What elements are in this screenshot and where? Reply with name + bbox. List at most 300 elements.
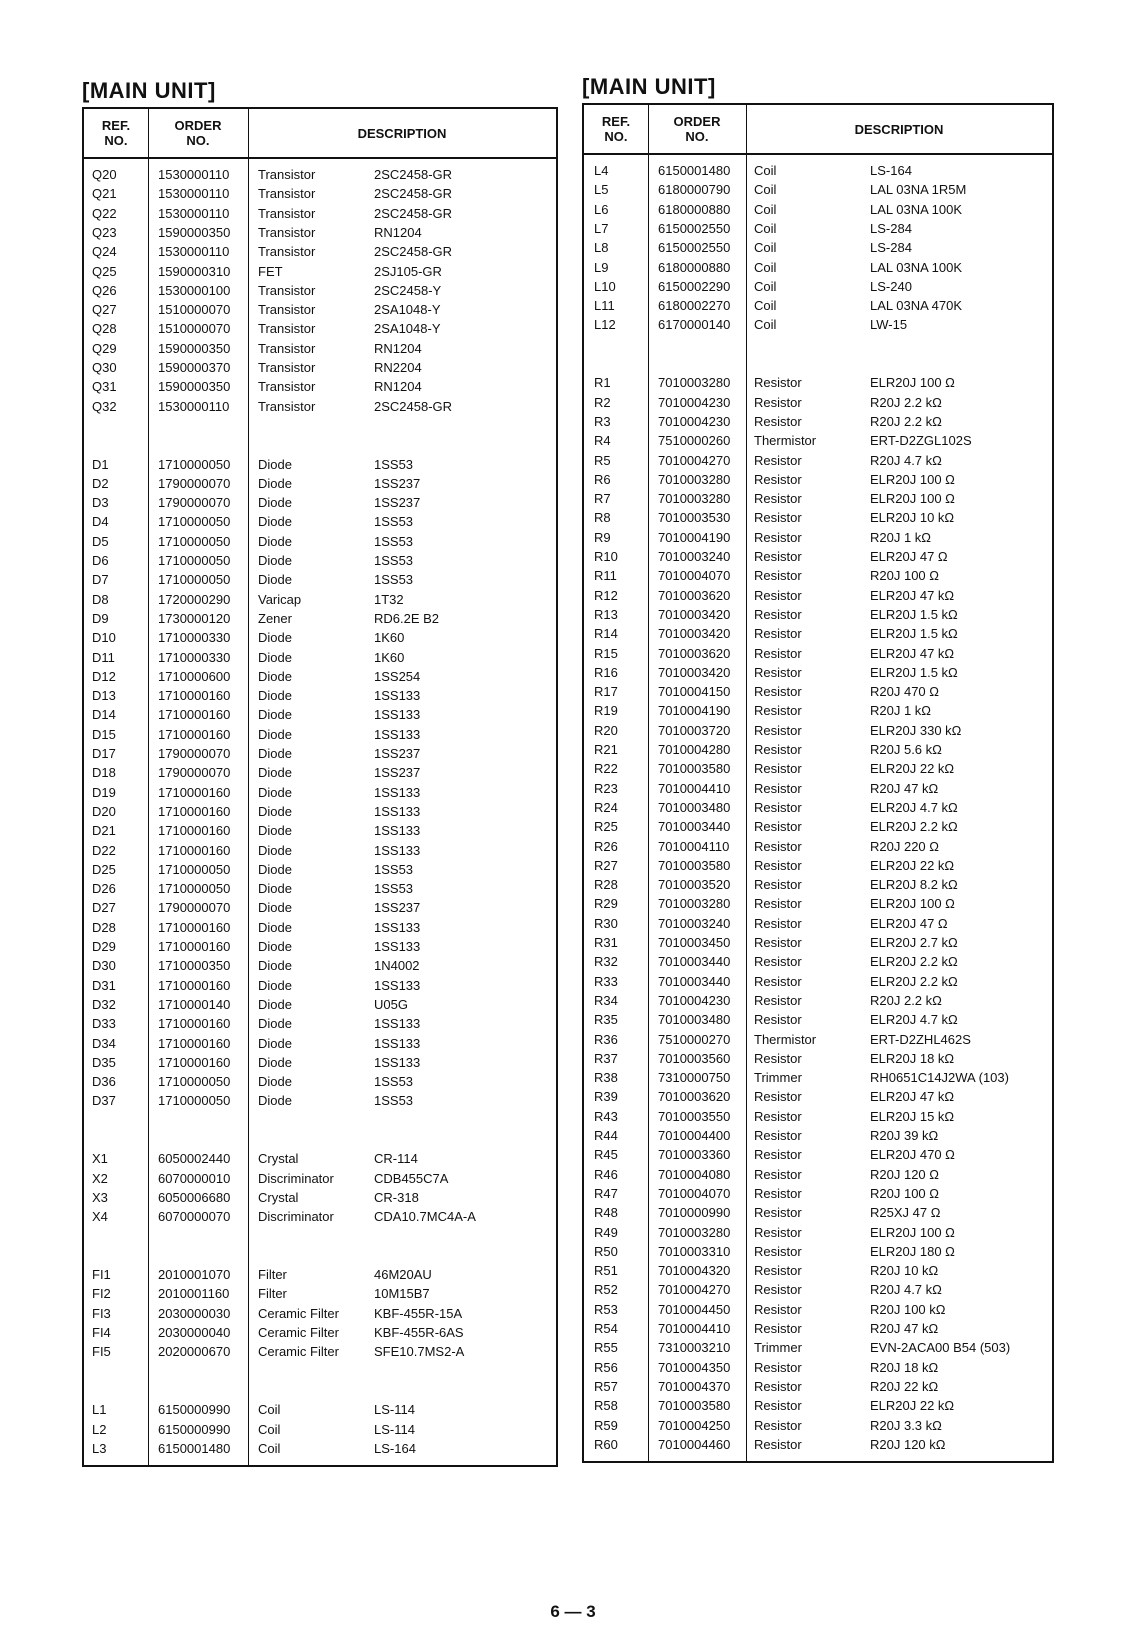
part-number-cell: CR-318 <box>374 1189 419 1205</box>
part-type-cell: Diode <box>258 784 292 800</box>
part-type-cell: Diode <box>258 514 292 530</box>
part-type-cell: Resistor <box>754 742 802 757</box>
part-type-cell: Coil <box>754 163 777 178</box>
part-type-cell: Coil <box>258 1440 281 1456</box>
table-row <box>584 605 1052 625</box>
order-no-cell: 7010003280 <box>658 1224 731 1240</box>
ref-no-cell: R43 <box>594 1108 618 1124</box>
part-number-cell: 1SS133 <box>374 1035 421 1051</box>
part-type-cell: Resistor <box>754 703 802 719</box>
table-row <box>84 377 556 397</box>
table-row <box>584 740 1052 760</box>
part-number-cell: ELR20J 47 kΩ <box>870 1089 955 1105</box>
part-type-cell: Resistor <box>754 1089 802 1105</box>
ref-no-cell: R10 <box>594 549 618 564</box>
part-type-cell: Diode <box>258 572 292 588</box>
ref-no-cell: R30 <box>594 915 618 931</box>
order-no-cell: 7010003580 <box>658 857 731 873</box>
part-type-cell: Resistor <box>754 568 802 584</box>
order-no-cell: 2020000670 <box>158 1344 231 1360</box>
order-no-cell: 7010004070 <box>658 1185 731 1201</box>
table-row <box>84 1304 556 1324</box>
table-row <box>584 238 1052 258</box>
table-row <box>84 223 556 243</box>
part-number-cell: R20J 220 Ω <box>870 838 939 854</box>
part-number-cell: R20J 100 kΩ <box>870 1301 946 1317</box>
part-type-cell: Coil <box>754 182 777 198</box>
ref-no-cell: R52 <box>594 1282 618 1298</box>
part-type-cell: Transistor <box>258 167 316 182</box>
part-type-cell: Diode <box>258 823 292 839</box>
part-type-cell: Resistor <box>754 896 802 912</box>
part-number-cell: R25XJ 47 Ω <box>870 1205 941 1221</box>
order-no-cell: 1530000110 <box>158 398 230 414</box>
part-number-cell: 1SS133 <box>374 784 421 800</box>
order-no-cell: 7010004080 <box>658 1166 731 1182</box>
part-type-cell: Coil <box>754 278 777 294</box>
table-row <box>84 455 556 475</box>
order-no-cell: 1710000160 <box>158 726 231 742</box>
part-type-cell: Transistor <box>258 302 316 318</box>
table-row <box>84 397 556 417</box>
part-number-cell: ELR20J 22 kΩ <box>870 761 955 777</box>
order-no-cell: 1710000160 <box>158 784 231 800</box>
order-no-cell: 7010004230 <box>658 992 731 1008</box>
order-no-cell: 7010004250 <box>658 1417 731 1433</box>
ref-no-cell: Q28 <box>92 321 117 337</box>
part-number-cell: 1SS133 <box>374 688 421 704</box>
order-no-cell: 7010003580 <box>658 761 731 777</box>
ref-no-cell: R46 <box>594 1166 618 1182</box>
table-row <box>84 339 556 359</box>
ref-no-cell: Q20 <box>92 167 117 182</box>
ref-no-cell: R38 <box>594 1070 618 1086</box>
part-type-cell: Crystal <box>258 1151 299 1167</box>
order-no-cell: 7010003360 <box>658 1147 731 1163</box>
order-no-header: ORDER NO. <box>673 114 721 144</box>
ref-no-cell: D12 <box>92 668 116 684</box>
order-no-cell: 1710000160 <box>158 823 231 839</box>
order-no-cell: 7010003280 <box>658 471 731 487</box>
ref-no-cell: R45 <box>594 1147 618 1163</box>
part-number-cell: ELR20J 4.7 kΩ <box>870 799 958 815</box>
part-type-cell: Ceramic Filter <box>258 1305 339 1321</box>
ref-no-cell: FI3 <box>92 1305 111 1321</box>
part-number-cell: R20J 470 Ω <box>870 684 939 700</box>
part-number-cell: 1SS133 <box>374 707 421 723</box>
order-no-cell: 7010003240 <box>658 915 731 931</box>
part-number-cell: ELR20J 2.7 kΩ <box>870 935 958 950</box>
part-number-cell: 1SS133 <box>374 823 421 839</box>
order-no-cell: 7010004320 <box>658 1263 731 1279</box>
order-no-cell: 1710000160 <box>158 842 231 858</box>
part-number-cell: ELR20J 100 Ω <box>870 471 955 487</box>
ref-no-cell: FI4 <box>92 1325 111 1340</box>
part-number-cell: KBF-455R-6AS <box>374 1325 464 1340</box>
table-row <box>84 1265 556 1285</box>
table-row <box>84 725 556 745</box>
ref-no-cell: D22 <box>92 842 116 858</box>
ref-no-cell: Q24 <box>92 244 117 260</box>
part-number-cell: 1SS237 <box>374 475 421 491</box>
part-number-cell: LW-15 <box>870 317 908 333</box>
ref-no-cell: Q30 <box>92 360 117 375</box>
part-number-cell: SFE10.7MS2-A <box>374 1344 465 1360</box>
table-row <box>84 1420 556 1440</box>
ref-no-cell: FI1 <box>92 1267 111 1283</box>
part-type-cell: Diode <box>258 919 292 935</box>
ref-no-cell: R13 <box>594 606 618 622</box>
order-no-cell: 1530000100 <box>158 282 231 298</box>
table-row <box>584 431 1052 451</box>
part-type-cell: Filter <box>258 1267 287 1283</box>
part-type-cell: Resistor <box>754 1359 802 1375</box>
ref-no-cell: R49 <box>594 1224 618 1240</box>
part-number-cell: ELR20J 22 kΩ <box>870 1398 955 1414</box>
part-type-cell: Resistor <box>754 664 802 680</box>
part-number-cell: 2SC2458-GR <box>374 186 453 202</box>
table-row <box>584 566 1052 586</box>
part-type-cell: Diode <box>258 842 292 858</box>
table-row <box>84 821 556 841</box>
order-no-cell: 7010003480 <box>658 799 731 815</box>
part-type-cell: Resistor <box>754 606 802 622</box>
ref-no-cell: D25 <box>92 861 116 877</box>
order-no-cell: 1530000110 <box>158 244 230 260</box>
part-number-cell: 46M20AU <box>374 1267 432 1283</box>
table-row <box>584 373 1052 393</box>
part-type-cell: Resistor <box>754 529 802 545</box>
order-no-cell: 7010004280 <box>658 742 731 757</box>
part-number-cell: R20J 10 kΩ <box>870 1263 939 1279</box>
ref-no-cell: R2 <box>594 394 611 410</box>
order-no-cell: 1710000160 <box>158 919 231 935</box>
description-header: DESCRIPTION <box>854 121 944 137</box>
ref-no-cell: D2 <box>92 475 109 491</box>
part-number-cell: LS-240 <box>870 278 912 294</box>
order-no-cell: 1710000160 <box>158 1035 231 1051</box>
table-row <box>84 1053 556 1073</box>
order-no-cell: 7010004370 <box>658 1378 731 1394</box>
order-no-cell: 6180000880 <box>658 201 731 217</box>
part-type-cell: Resistor <box>754 857 802 873</box>
part-number-cell: ELR20J 470 Ω <box>870 1147 955 1163</box>
order-no-cell: 7310003210 <box>658 1340 731 1356</box>
ref-no-cell: R58 <box>594 1398 618 1414</box>
ref-no-cell: R19 <box>594 703 618 719</box>
ref-no-cell: R9 <box>594 529 611 545</box>
table-row <box>84 937 556 957</box>
part-number-cell: 1SS133 <box>374 939 421 954</box>
ref-no-cell: FI5 <box>92 1344 111 1360</box>
ref-no-cell: D11 <box>92 649 115 665</box>
part-type-cell: Resistor <box>754 1147 802 1163</box>
page-number: 6 — 3 <box>550 1602 596 1621</box>
ref-no-cell: L6 <box>594 201 609 217</box>
ref-no-cell: R12 <box>594 587 618 603</box>
table-row <box>84 609 556 629</box>
part-number-cell: 10M15B7 <box>374 1286 430 1302</box>
part-number-cell: 2SC2458-Y <box>374 282 442 298</box>
part-type-cell: Resistor <box>754 761 802 777</box>
table-row <box>84 1400 556 1420</box>
ref-no-cell: R37 <box>594 1050 618 1066</box>
part-number-cell: 1SS237 <box>374 900 421 916</box>
table-row <box>84 841 556 861</box>
part-type-cell: Transistor <box>258 360 316 375</box>
ref-no-cell: R28 <box>594 877 618 893</box>
part-type-cell: Discriminator <box>258 1209 334 1225</box>
table-row <box>84 262 556 282</box>
part-number-cell: 2SC2458-GR <box>374 205 453 221</box>
ref-no-cell: D30 <box>92 958 116 974</box>
ref-no-cell: FI2 <box>92 1286 111 1302</box>
part-type-cell: Resistor <box>754 799 802 815</box>
part-number-cell: 1T32 <box>374 591 404 607</box>
ref-no-cell: D35 <box>92 1054 116 1070</box>
ref-no-cell: R17 <box>594 684 618 700</box>
ref-no-cell: D9 <box>92 610 109 626</box>
part-type-cell: Diode <box>258 688 292 704</box>
order-no-cell: 7010004270 <box>658 452 731 468</box>
table-row <box>84 667 556 687</box>
part-type-cell: Coil <box>754 259 777 275</box>
ref-no-cell: L10 <box>594 278 616 294</box>
ref-no-cell: D7 <box>92 572 109 588</box>
part-number-cell: 1SS53 <box>374 1093 414 1109</box>
right-section-title: [MAIN UNIT] <box>582 74 716 99</box>
table-row <box>84 879 556 899</box>
order-no-cell: 7010004350 <box>658 1359 731 1375</box>
ref-no-cell: L9 <box>594 259 609 275</box>
ref-no-cell: R24 <box>594 799 618 815</box>
table-row <box>584 875 1052 895</box>
table-row <box>584 1010 1052 1030</box>
part-type-cell: Resistor <box>754 973 802 989</box>
table-row <box>584 779 1052 799</box>
part-number-cell: RN2204 <box>374 360 422 375</box>
part-type-cell: Diode <box>258 1093 292 1109</box>
table-row <box>84 590 556 610</box>
table-row <box>84 763 556 783</box>
part-number-cell: 1SS133 <box>374 919 421 935</box>
part-type-cell: Crystal <box>258 1189 299 1205</box>
table-row <box>84 165 556 185</box>
part-number-cell: ERT-D2ZHL462S <box>870 1031 971 1047</box>
order-no-cell: 1790000070 <box>158 900 231 916</box>
part-number-cell: RN1204 <box>374 224 422 240</box>
order-no-cell: 1710000330 <box>158 630 231 646</box>
order-no-cell: 7010003580 <box>658 1398 731 1414</box>
table-row <box>584 1087 1052 1107</box>
table-row <box>84 300 556 320</box>
part-type-cell: Resistor <box>754 1398 802 1414</box>
ref-no-cell: R36 <box>594 1031 618 1047</box>
part-type-cell: Coil <box>754 317 777 333</box>
part-number-cell: R20J 120 kΩ <box>870 1436 946 1452</box>
part-number-cell: ELR20J 180 Ω <box>870 1243 955 1259</box>
table-row <box>84 1439 556 1459</box>
ref-no-cell: Q29 <box>92 340 117 356</box>
table-row <box>584 624 1052 644</box>
part-type-cell: Resistor <box>754 1108 802 1124</box>
ref-no-cell: R14 <box>594 626 618 642</box>
part-type-cell: Diode <box>258 456 292 472</box>
ref-no-cell: D28 <box>92 919 116 935</box>
ref-no-cell: R4 <box>594 433 611 449</box>
ref-no-cell: D8 <box>92 591 109 607</box>
order-no-cell: 7310000750 <box>658 1070 731 1086</box>
part-type-cell: Diode <box>258 1054 292 1070</box>
ref-no-cell: D31 <box>92 977 116 993</box>
part-type-cell: Diode <box>258 1035 292 1051</box>
part-type-cell: Ceramic Filter <box>258 1344 339 1360</box>
order-no-cell: 7510000270 <box>658 1031 731 1047</box>
part-number-cell: 1SS237 <box>374 765 421 781</box>
table-row <box>584 1435 1052 1455</box>
part-number-cell: 1K60 <box>374 630 405 646</box>
table-row <box>84 1149 556 1169</box>
ref-no-header: REF. NO. <box>101 118 131 148</box>
ref-no-cell: R23 <box>594 780 618 796</box>
table-row <box>584 161 1052 181</box>
order-no-cell: 1590000310 <box>158 263 231 279</box>
part-type-cell: Resistor <box>754 819 802 835</box>
part-type-cell: Filter <box>258 1286 287 1302</box>
part-type-cell: Resistor <box>754 1012 802 1028</box>
order-no-cell: 7010003420 <box>658 606 731 622</box>
ref-no-cell: R1 <box>594 375 611 391</box>
part-number-cell: 1SS53 <box>374 533 414 549</box>
part-number-cell: 2SJ105-GR <box>374 263 442 279</box>
ref-no-cell: Q21 <box>92 186 117 202</box>
part-type-cell: Diode <box>258 1074 292 1090</box>
ref-no-cell: L2 <box>92 1421 107 1437</box>
part-type-cell: Resistor <box>754 935 802 950</box>
ref-no-cell: R59 <box>594 1417 618 1433</box>
part-number-cell: 2SA1048-Y <box>374 302 441 318</box>
table-row <box>584 1377 1052 1397</box>
table-row <box>584 1184 1052 1204</box>
part-number-cell: R20J 18 kΩ <box>870 1359 939 1375</box>
part-number-cell: 1SS53 <box>374 456 414 472</box>
order-no-cell: 7010003530 <box>658 510 731 526</box>
order-no-cell: 7010004460 <box>658 1436 731 1452</box>
ref-no-cell: X3 <box>92 1189 108 1205</box>
ref-no-cell: R54 <box>594 1321 618 1336</box>
order-no-cell: 1790000070 <box>158 746 231 761</box>
table-row <box>84 898 556 918</box>
part-type-cell: Resistor <box>754 838 802 854</box>
part-number-cell: ELR20J 2.2 kΩ <box>870 973 958 989</box>
order-no-cell: 1710000050 <box>158 514 231 530</box>
part-number-cell: 1SS133 <box>374 842 421 858</box>
part-type-cell: Resistor <box>754 915 802 931</box>
part-number-cell: ELR20J 8.2 kΩ <box>870 877 958 893</box>
order-no-cell: 7010003420 <box>658 626 731 642</box>
ref-no-cell: R57 <box>594 1378 618 1394</box>
left-parts-table <box>82 107 558 1467</box>
part-number-cell: ELR20J 47 Ω <box>870 915 948 931</box>
description-header: DESCRIPTION <box>357 125 447 141</box>
ref-no-cell: D18 <box>92 765 116 781</box>
table-row <box>84 956 556 976</box>
part-number-cell: LS-164 <box>870 163 912 178</box>
part-type-cell: Transistor <box>258 340 316 356</box>
table-row <box>584 1030 1052 1050</box>
part-number-cell: 1SS53 <box>374 1074 414 1090</box>
table-row <box>584 1396 1052 1416</box>
part-number-cell: LS-284 <box>870 220 912 236</box>
part-number-cell: ELR20J 2.2 kΩ <box>870 954 958 970</box>
ref-no-cell: X1 <box>92 1151 108 1167</box>
part-type-cell: Diode <box>258 726 292 742</box>
ref-no-cell: D3 <box>92 495 109 511</box>
order-no-cell: 7010000990 <box>658 1205 731 1221</box>
ref-no-cell: R27 <box>594 857 618 873</box>
table-row <box>584 1068 1052 1088</box>
ref-no-cell: Q25 <box>92 263 117 279</box>
part-type-cell: Resistor <box>754 626 802 642</box>
table-row <box>584 817 1052 837</box>
table-row <box>584 451 1052 471</box>
ref-no-cell: D10 <box>92 630 116 646</box>
part-number-cell: R20J 39 kΩ <box>870 1128 939 1143</box>
part-number-cell: 1SS133 <box>374 1016 421 1032</box>
order-no-cell: 7010004270 <box>658 1282 731 1298</box>
order-no-cell: 7010004150 <box>658 684 731 700</box>
part-type-cell: Resistor <box>754 1436 802 1452</box>
order-no-cell: 1710000050 <box>158 1093 231 1109</box>
part-type-cell: Resistor <box>754 1282 802 1298</box>
part-number-cell: U05G <box>374 996 408 1012</box>
order-no-cell: 7010004450 <box>658 1301 731 1317</box>
part-number-cell: ELR20J 47 kΩ <box>870 587 955 603</box>
ref-no-cell: Q32 <box>92 398 117 414</box>
table-row <box>584 180 1052 200</box>
part-number-cell: 1K60 <box>374 649 405 665</box>
part-type-cell: Diode <box>258 707 292 723</box>
part-type-cell: Diode <box>258 553 292 568</box>
part-number-cell: R20J 2.2 kΩ <box>870 992 942 1008</box>
ref-no-cell: R50 <box>594 1243 618 1259</box>
table-row <box>584 219 1052 239</box>
ref-no-cell: R20 <box>594 722 618 738</box>
ref-no-cell: Q22 <box>92 205 117 221</box>
part-type-cell: Zener <box>258 610 292 626</box>
part-number-cell: LAL 03NA 100K <box>870 259 963 275</box>
order-no-cell: 1590000370 <box>158 360 231 375</box>
table-row <box>584 721 1052 741</box>
ref-no-cell: D4 <box>92 514 109 530</box>
part-type-cell: Resistor <box>754 684 802 700</box>
part-number-cell: RH0651C14J2WA (103) <box>870 1070 1009 1086</box>
part-number-cell: LS-114 <box>374 1402 415 1418</box>
part-number-cell: LAL 03NA 1R5M <box>870 182 967 198</box>
order-no-cell: 6150001480 <box>658 163 731 178</box>
table-row <box>584 952 1052 972</box>
ref-no-cell: L7 <box>594 220 609 236</box>
order-no-cell: 1710000160 <box>158 939 231 954</box>
part-type-cell: Coil <box>754 220 777 236</box>
ref-no-cell: D29 <box>92 939 116 954</box>
ref-no-cell: Q26 <box>92 282 117 298</box>
ref-no-cell: R60 <box>594 1436 618 1452</box>
table-row <box>84 570 556 590</box>
part-type-cell: Resistor <box>754 1185 802 1201</box>
order-no-cell: 7010003440 <box>658 819 731 835</box>
order-no-cell: 7510000260 <box>658 433 731 449</box>
